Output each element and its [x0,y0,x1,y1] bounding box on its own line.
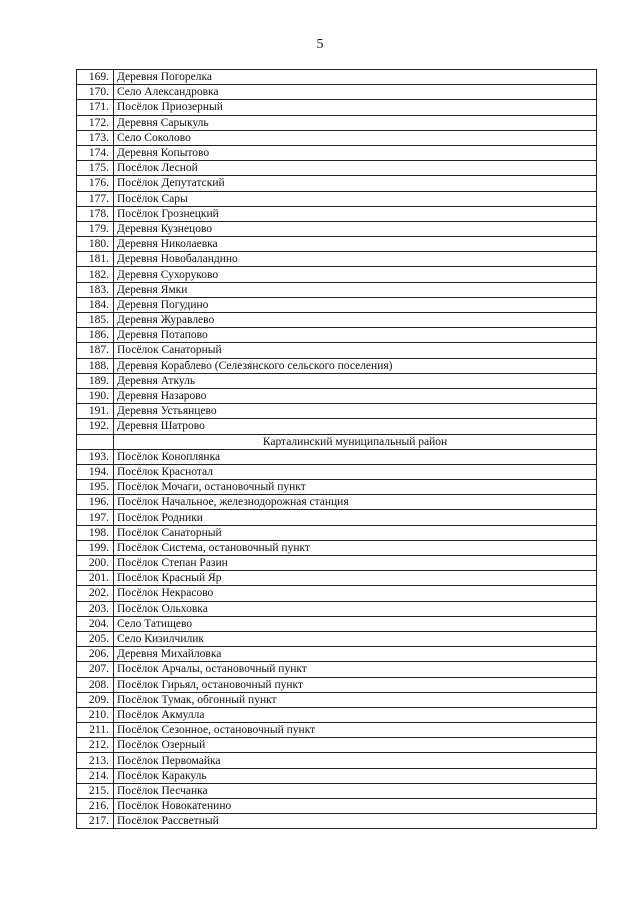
settlement-name: Посёлок Каракуль [114,768,597,783]
row-number: 183. [77,282,114,297]
table-row [77,358,597,373]
table-row [77,404,597,419]
settlement-name: Деревня Назарово [114,388,597,403]
table-row [77,388,597,403]
settlement-name: Посёлок Новокатенино [114,799,597,814]
row-number: 192. [77,419,114,434]
row-number: 197. [77,510,114,525]
settlement-name: Село Татищево [114,616,597,631]
row-number: 188. [77,358,114,373]
table-row [77,176,597,191]
table-row [77,449,597,464]
settlement-name: Посёлок Сезонное, остановочный пункт [114,723,597,738]
row-number: 185. [77,313,114,328]
row-number: 199. [77,540,114,555]
settlement-name: Посёлок Рассветный [114,814,597,829]
settlement-name: Деревня Копытово [114,145,597,160]
row-number: 215. [77,783,114,798]
table-row [77,313,597,328]
table-row [77,464,597,479]
settlement-name: Посёлок Депутатский [114,176,597,191]
table-row [77,723,597,738]
settlements-table [76,69,597,829]
row-number: 213. [77,753,114,768]
table-row [77,783,597,798]
row-number: 171. [77,100,114,115]
settlement-name: Посёлок Начальное, железнодорожная станция [114,495,597,510]
table-row [77,525,597,540]
table-row [77,206,597,221]
settlement-name: Посёлок Краснотал [114,464,597,479]
row-number: 204. [77,616,114,631]
settlement-name: Посёлок Гирьял, остановочный пункт [114,677,597,692]
table-row [77,130,597,145]
row-number: 179. [77,221,114,236]
row-number: 216. [77,799,114,814]
settlement-name: Деревня Михайловка [114,647,597,662]
row-number: 211. [77,723,114,738]
row-number: 210. [77,707,114,722]
settlement-name: Посёлок Санаторный [114,525,597,540]
row-number: 169. [77,70,114,85]
table-row [77,571,597,586]
settlement-name: Деревня Сухоруково [114,267,597,282]
settlement-name: Посёлок Сары [114,191,597,206]
settlement-name: Село Александровка [114,85,597,100]
row-number: 170. [77,85,114,100]
table-row [77,814,597,829]
table-row [77,282,597,297]
settlement-name: Посёлок Первомайка [114,753,597,768]
table-row [77,267,597,282]
row-number: 176. [77,176,114,191]
table-row [77,343,597,358]
settlement-name: Село Соколово [114,130,597,145]
section-header-empty-cell [77,434,114,449]
settlement-name: Деревня Кораблево (Селезянского сельского поселения) [114,358,597,373]
table-row [77,115,597,130]
table-row [77,799,597,814]
settlement-name: Деревня Журавлево [114,313,597,328]
settlement-name: Посёлок Грознецкий [114,206,597,221]
table-row [77,510,597,525]
table-row [77,677,597,692]
settlement-name: Посёлок Система, остановочный пункт [114,540,597,555]
row-number: 187. [77,343,114,358]
settlement-name: Деревня Ямки [114,282,597,297]
row-number: 217. [77,814,114,829]
table-row [77,161,597,176]
row-number: 214. [77,768,114,783]
settlement-name: Посёлок Приозерный [114,100,597,115]
table-row [77,328,597,343]
row-number: 180. [77,237,114,252]
table-row [77,221,597,236]
settlement-name: Посёлок Акмулла [114,707,597,722]
table-row [77,191,597,206]
settlement-name: Посёлок Некрасово [114,586,597,601]
row-number: 207. [77,662,114,677]
settlement-name: Деревня Новобаландино [114,252,597,267]
settlement-name: Деревня Погудино [114,297,597,312]
settlement-name: Посёлок Озерный [114,738,597,753]
table-row [77,707,597,722]
row-number: 209. [77,692,114,707]
settlement-name: Деревня Погорелка [114,70,597,85]
settlements-table-body [77,70,597,829]
settlement-name: Деревня Устьянцево [114,404,597,419]
row-number: 202. [77,586,114,601]
table-row [77,601,597,616]
table-row [77,419,597,434]
table-row [77,631,597,646]
row-number: 186. [77,328,114,343]
row-number: 200. [77,556,114,571]
table-row [77,556,597,571]
row-number: 212. [77,738,114,753]
settlement-name: Деревня Аткуль [114,373,597,388]
table-row [77,145,597,160]
row-number: 172. [77,115,114,130]
table-row [77,495,597,510]
row-number: 208. [77,677,114,692]
settlement-name: Посёлок Песчанка [114,783,597,798]
row-number: 191. [77,404,114,419]
row-number: 189. [77,373,114,388]
row-number: 205. [77,631,114,646]
table-row [77,100,597,115]
row-number: 193. [77,449,114,464]
row-number: 182. [77,267,114,282]
table-row [77,85,597,100]
table-row [77,647,597,662]
settlement-name: Посёлок Арчалы, остановочный пункт [114,662,597,677]
settlement-name: Село Кизилчилик [114,631,597,646]
row-number: 196. [77,495,114,510]
table-row [77,297,597,312]
row-number: 206. [77,647,114,662]
row-number: 198. [77,525,114,540]
row-number: 195. [77,480,114,495]
table-row [77,252,597,267]
settlement-name: Посёлок Степан Разин [114,556,597,571]
row-number: 177. [77,191,114,206]
settlement-name: Посёлок Коноплянка [114,449,597,464]
settlement-name: Посёлок Мочаги, остановочный пункт [114,480,597,495]
row-number: 181. [77,252,114,267]
row-number: 190. [77,388,114,403]
table-row [77,753,597,768]
settlement-name: Деревня Шатрово [114,419,597,434]
row-number: 178. [77,206,114,221]
settlement-name: Посёлок Ольховка [114,601,597,616]
row-number: 175. [77,161,114,176]
settlement-name: Деревня Кузнецово [114,221,597,236]
settlement-name: Посёлок Лесной [114,161,597,176]
table-row [77,480,597,495]
table-row [77,692,597,707]
table-row [77,616,597,631]
row-number: 203. [77,601,114,616]
settlement-name: Деревня Николаевка [114,237,597,252]
table-row [77,662,597,677]
page-number: 5 [316,37,324,52]
table-row [77,373,597,388]
settlement-name: Посёлок Красный Яр [114,571,597,586]
settlement-name: Посёлок Родники [114,510,597,525]
row-number: 201. [77,571,114,586]
row-number: 184. [77,297,114,312]
row-number: 173. [77,130,114,145]
table-row [77,768,597,783]
row-number: 194. [77,464,114,479]
table-row [77,540,597,555]
settlement-name: Деревня Потапово [114,328,597,343]
table-row [77,70,597,85]
section-header-row [77,434,597,449]
row-number: 174. [77,145,114,160]
table-row [77,738,597,753]
table-row [77,586,597,601]
settlement-name: Посёлок Тумак, обгонный пункт [114,692,597,707]
settlement-name: Посёлок Санаторный [114,343,597,358]
section-title: Карталинский муниципальный район [114,434,597,449]
table-row [77,237,597,252]
settlement-name: Деревня Сарыкуль [114,115,597,130]
